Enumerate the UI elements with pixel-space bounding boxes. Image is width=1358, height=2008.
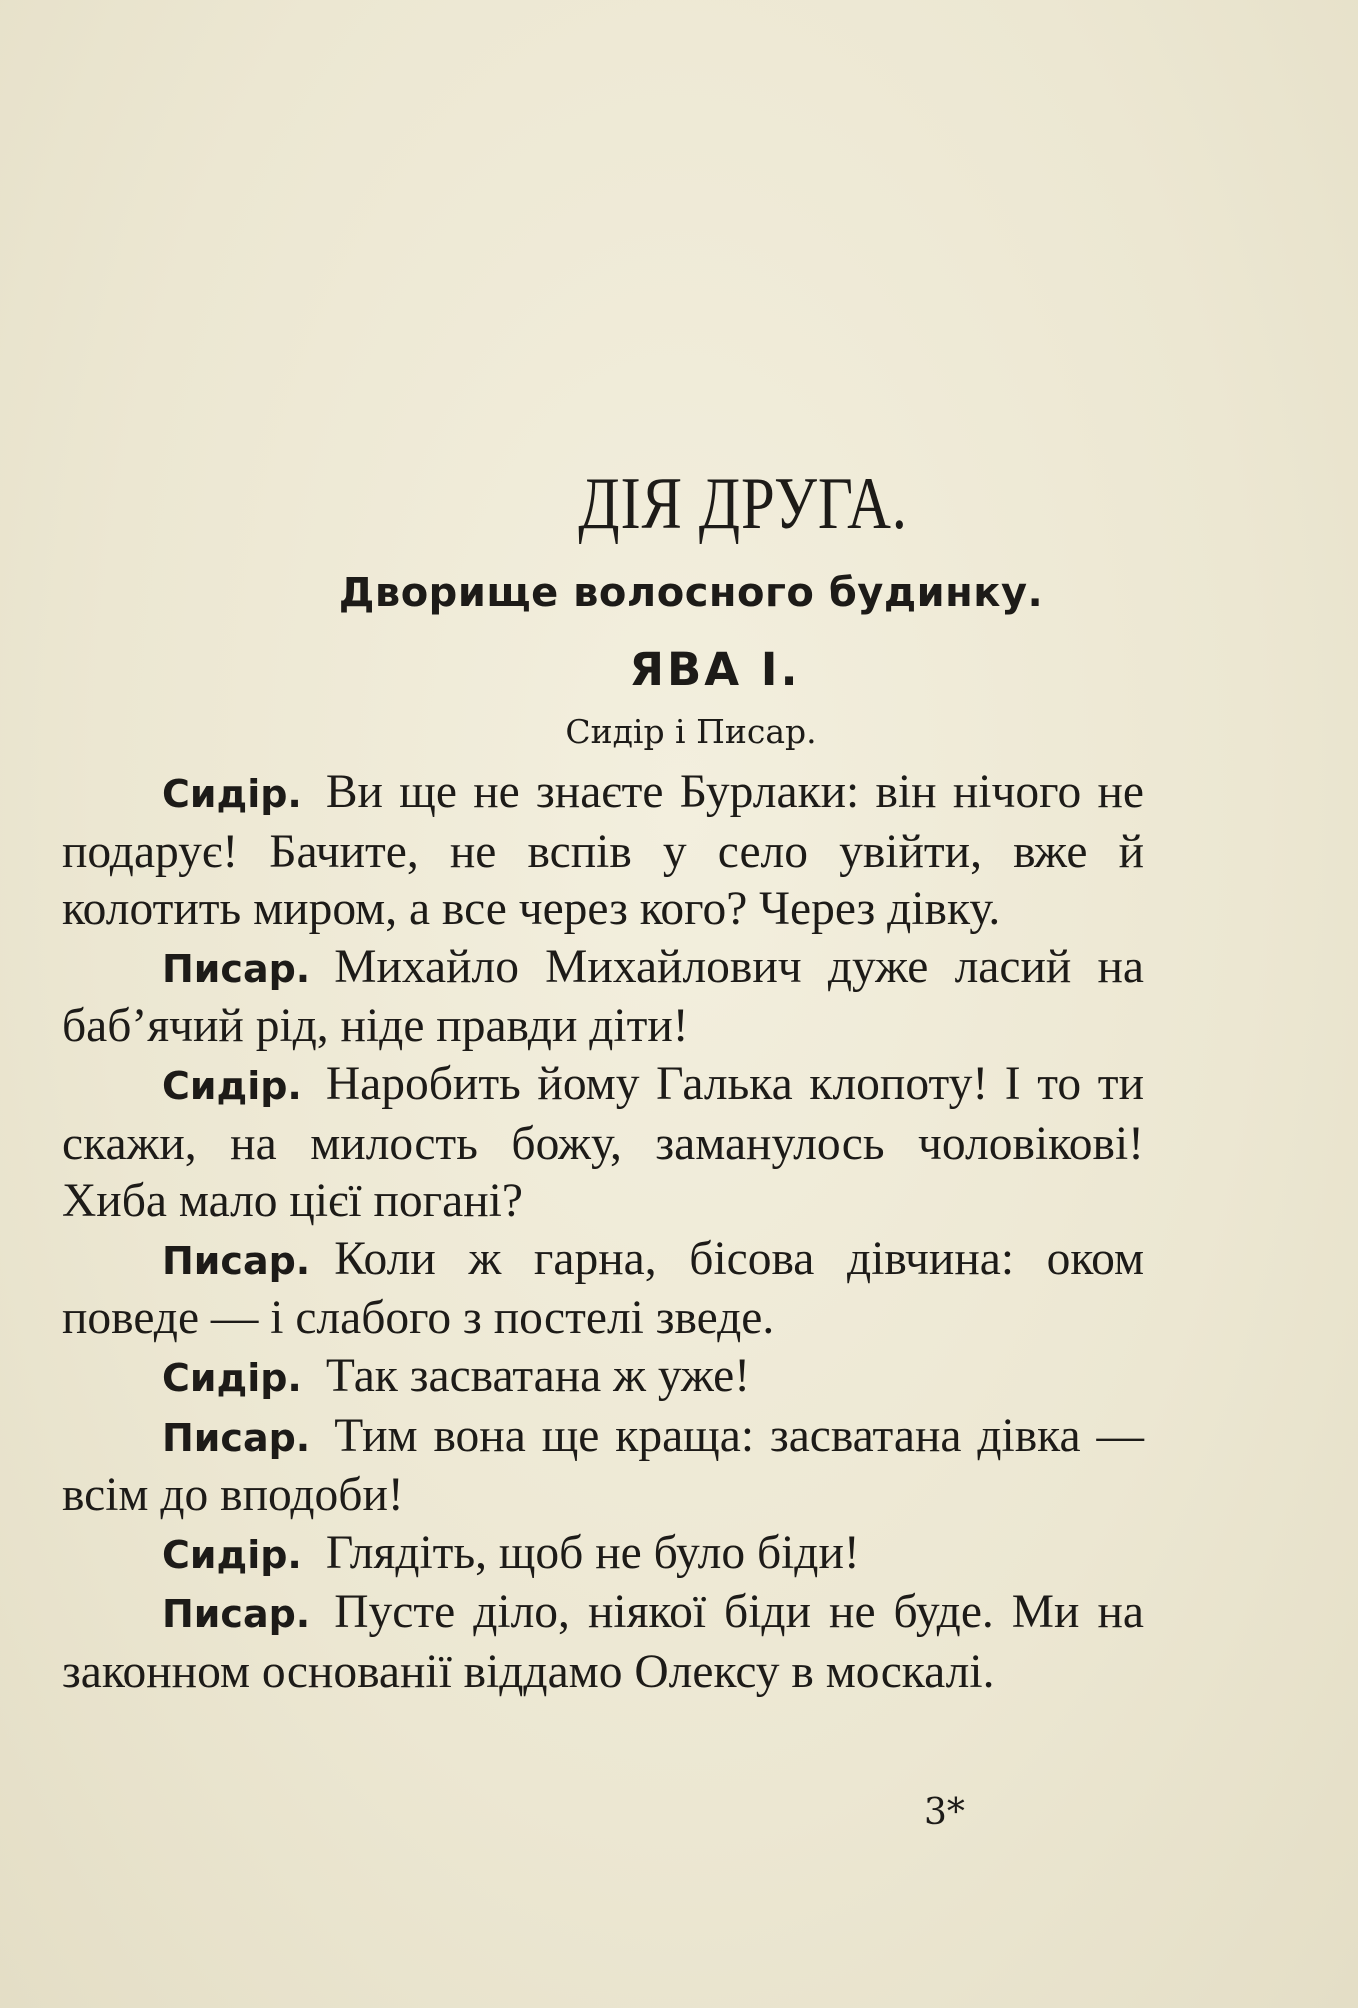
dialogue-line (62, 1348, 1144, 1408)
dialogue-text: Так засватана ж уже! (325, 1349, 751, 1402)
dialogue-line (62, 1231, 1144, 1348)
dialogue-text: Михайло Михайлович дуже ласий на баб’ячий рід, ніде правди діти! (62, 940, 1144, 1053)
speaker-name: Писар. (162, 1415, 311, 1460)
speaker-name: Сидір. (162, 1355, 302, 1400)
dialogue-line (62, 939, 1144, 1056)
dialogue-text: Коли ж гарна, бісова дівчина: оком поведе — і слабого з постелі зведе. (62, 1232, 1144, 1345)
speaker-name: Сидір. (162, 1063, 302, 1108)
dialogue-line (62, 764, 1144, 939)
dialogue-text: Наробить йому Галька клопоту! І то ти скажи, на милость божу, заманулось чоловікові! Хиба мало цієї погані? (62, 1057, 1144, 1228)
speaker-name: Сидір. (162, 772, 302, 816)
dialogue-text: Ви ще не знаєте Бурлаки: він нічого не подарує! Бачите, не вспів у село увійти, вже й колотить миром, а все через кого? Через дівку. (62, 766, 1144, 936)
dialogue-text: Глядіть, щоб не було біди! (325, 1526, 860, 1579)
dialogue-text: Тим вона ще краща: засватана дівка — всім до вподоби! (62, 1409, 1144, 1522)
speaker-name: Писар. (162, 1238, 311, 1283)
dialogue-line (62, 1056, 1144, 1231)
dialogue-body (62, 764, 1144, 1702)
act-title: ДІЯ ДРУГА. (578, 463, 908, 545)
speaker-name: Сидір. (162, 1532, 302, 1577)
dialogue-line (62, 1525, 1144, 1585)
dialogue-line (62, 1408, 1144, 1525)
dialogue-text: Пусте діло, ніякої біди не буде. Ми на законном основанії віддамо Олексу в москалі. (62, 1586, 1144, 1698)
speaker-name: Писар. (162, 946, 311, 991)
setting-description: Дворище волосного будинку. (338, 570, 1044, 616)
characters-list: Сидір і Писар. (565, 712, 817, 751)
scene-title: ЯВА І. (629, 643, 801, 696)
speaker-name: Писар. (162, 1592, 311, 1637)
page-number: 3* (924, 1792, 965, 1833)
dialogue-line (62, 1584, 1144, 1701)
